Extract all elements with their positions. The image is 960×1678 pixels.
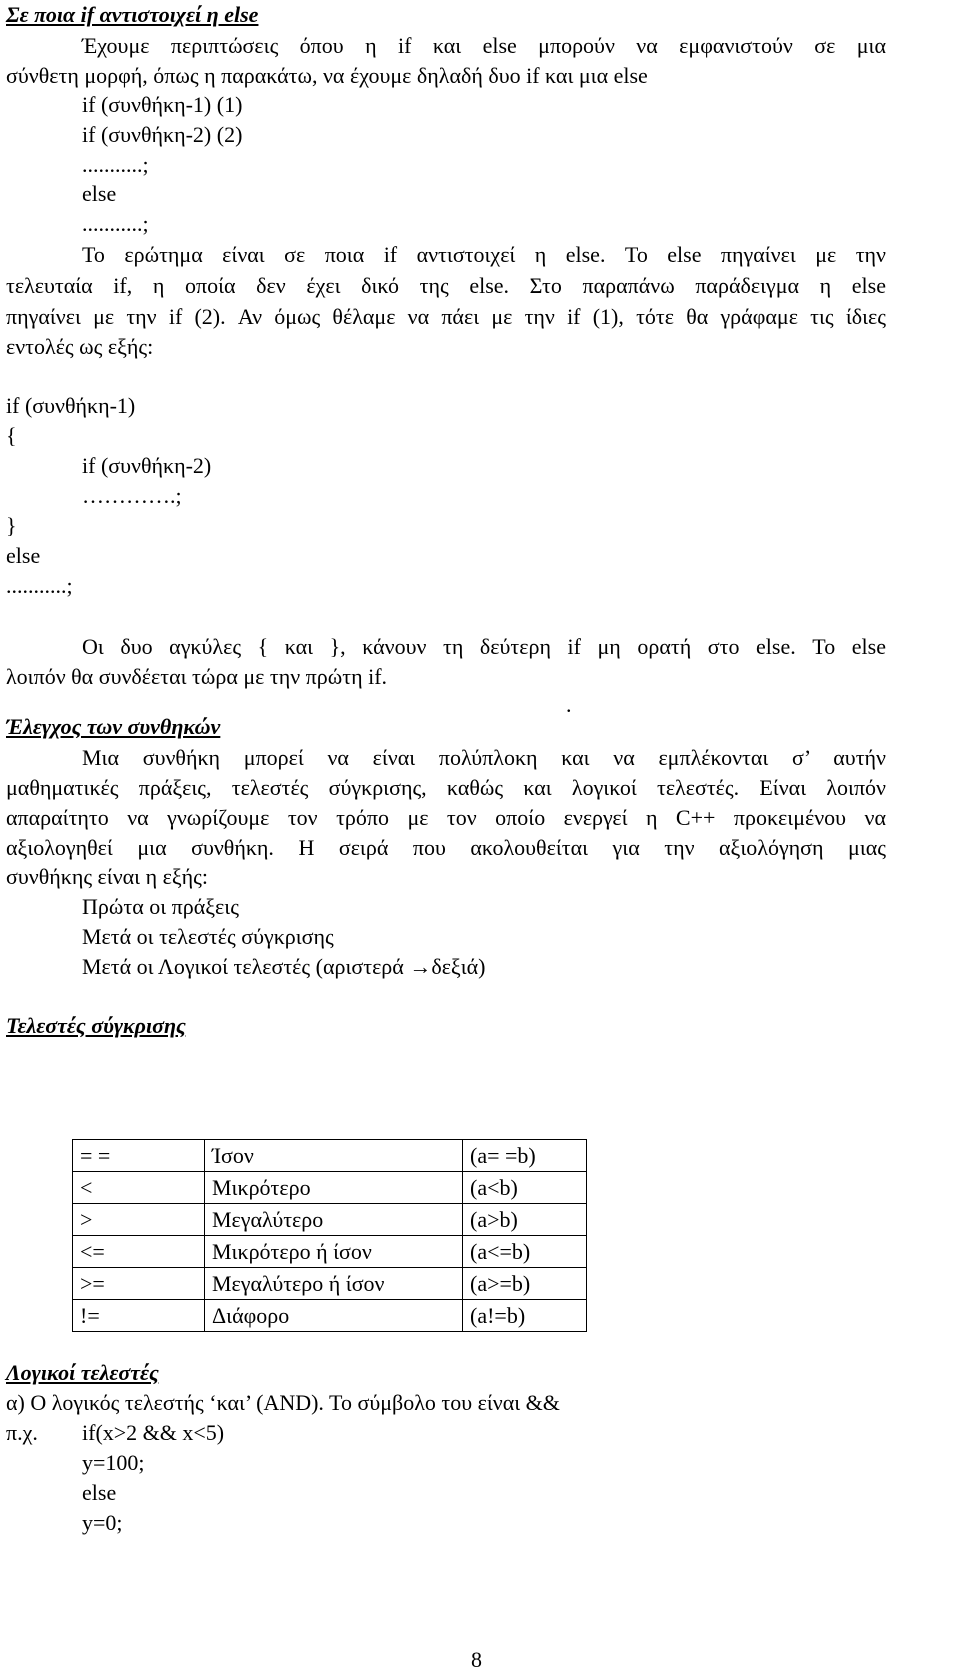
paragraph-line: τελευταία if, η οποία δεν έχει δικό της else. Στο παραπάνω παράδειγμα η else [6, 273, 886, 298]
code-line: else [6, 543, 41, 568]
example-cell: (a>b) [463, 1204, 587, 1236]
order-item: Μετά οι τελεστές σύγκρισης [82, 924, 334, 949]
paragraph-line: μαθηματικές πράξεις, τελεστές σύγκρισης, καθώς και λογικοί τελεστές. Είναι λοιπόν [6, 775, 886, 800]
section-heading-conditions: Έλεγχος των συνθηκών [6, 714, 221, 739]
operator-cell: >= [73, 1268, 205, 1300]
example-cell: (a>=b) [463, 1268, 587, 1300]
right-arrow-icon: → [409, 954, 432, 979]
operator-cell: != [73, 1300, 205, 1332]
comparison-operators-table [72, 1139, 587, 1332]
code-line: y=0; [82, 1510, 123, 1535]
meaning-cell: Μεγαλύτερο [205, 1204, 463, 1236]
meaning-cell: Μεγαλύτερο ή ίσον [205, 1268, 463, 1300]
meaning-cell: Μικρότερο ή ίσον [205, 1236, 463, 1268]
operator-cell: = = [73, 1140, 205, 1172]
code-line: else [82, 181, 117, 206]
example-label: π.χ. [6, 1420, 38, 1445]
table-row [73, 1268, 587, 1300]
code-line: ...........; [82, 152, 149, 177]
paragraph-line: Έχουμε περιπτώσεις όπου η if και else μπορούν να εμφανιστούν σε μια [82, 33, 886, 58]
example-cell: (a<b) [463, 1172, 587, 1204]
paragraph-line: εντολές ως εξής: [6, 334, 154, 359]
code-line: if (συνθήκη-2) (2) [82, 122, 243, 147]
table-row [73, 1172, 587, 1204]
section-heading-comparison-operators: Τελεστές σύγκρισης [6, 1013, 186, 1038]
code-line: else [82, 1480, 117, 1505]
meaning-cell: Μικρότερο [205, 1172, 463, 1204]
paragraph-line: απαραίτητο να γνωρίζουμε τον τρόπο με τον οποίο ενεργεί η C++ προκειμένου να [6, 805, 886, 830]
code-line: ………….; [82, 483, 182, 508]
code-line: if (συνθήκη-2) [82, 453, 212, 478]
table-row [73, 1204, 587, 1236]
table-row [73, 1236, 587, 1268]
operator-cell: < [73, 1172, 205, 1204]
page-number: 8 [471, 1647, 482, 1672]
code-line: if (συνθήκη-1) (1) [82, 92, 243, 117]
table-row [73, 1140, 587, 1172]
code-line: if (συνθήκη-1) [6, 393, 136, 418]
paragraph-line: α) Ο λογικός τελεστής ‘και’ (AND). Το σύμβολο του είναι && [6, 1390, 560, 1415]
order-item-text: Μετά οι Λογικοί τελεστές (αριστερά [82, 954, 410, 979]
code-line: ...........; [6, 573, 73, 598]
meaning-cell: Διάφορο [205, 1300, 463, 1332]
order-item [82, 952, 486, 982]
section-heading-logical-operators: Λογικοί τελεστές [6, 1360, 159, 1385]
code-close-brace: } [6, 513, 17, 538]
order-item-end: δεξιά) [431, 954, 486, 979]
paragraph-line: αξιολογηθεί μια συνθήκη. Η σειρά που ακολουθείται για την αξιολόγηση μιας [6, 835, 886, 860]
paragraph-line: πηγαίνει με την if (2). Αν όμως θέλαμε να πάει με την if (1), τότε θα γράφαμε τις ίδιες [6, 304, 886, 329]
paragraph-line: σύνθετη μορφή, όπως η παρακάτω, να έχουμε δηλαδή δυο if και μια else [6, 63, 648, 88]
code-line: if(x>2 && x<5) [82, 1420, 225, 1445]
paragraph-line: Μια συνθήκη μπορεί να είναι πολύπλοκη και να εμπλέκονται σ’ αυτήν [82, 745, 886, 770]
operator-cell: > [73, 1204, 205, 1236]
paragraph-line: συνθήκης είναι η εξής: [6, 864, 208, 889]
meaning-cell: Ίσον [205, 1140, 463, 1172]
order-item: Πρώτα οι πράξεις [82, 894, 239, 919]
paragraph-line: λοιπόν θα συνδέεται τώρα με την πρώτη if. [6, 664, 388, 689]
operator-cell: <= [73, 1236, 205, 1268]
example-cell: (a!=b) [463, 1300, 587, 1332]
example-cell: (a= =b) [463, 1140, 587, 1172]
example-cell: (a<=b) [463, 1236, 587, 1268]
section-heading-if-else: Σε ποια if αντιστοιχεί η else [6, 2, 259, 27]
code-line: y=100; [82, 1450, 145, 1475]
stray-dot: . [566, 692, 572, 717]
code-open-brace: { [6, 423, 17, 448]
code-line: ...........; [82, 211, 149, 236]
paragraph-line: Το ερώτημα είναι σε ποια if αντιστοιχεί η else. Το else πηγαίνει με την [82, 242, 886, 267]
paragraph-line: Οι δυο αγκύλες { και }, κάνουν τη δεύτερη if μη ορατή στο else. Το else [82, 634, 886, 659]
table-row [73, 1300, 587, 1332]
